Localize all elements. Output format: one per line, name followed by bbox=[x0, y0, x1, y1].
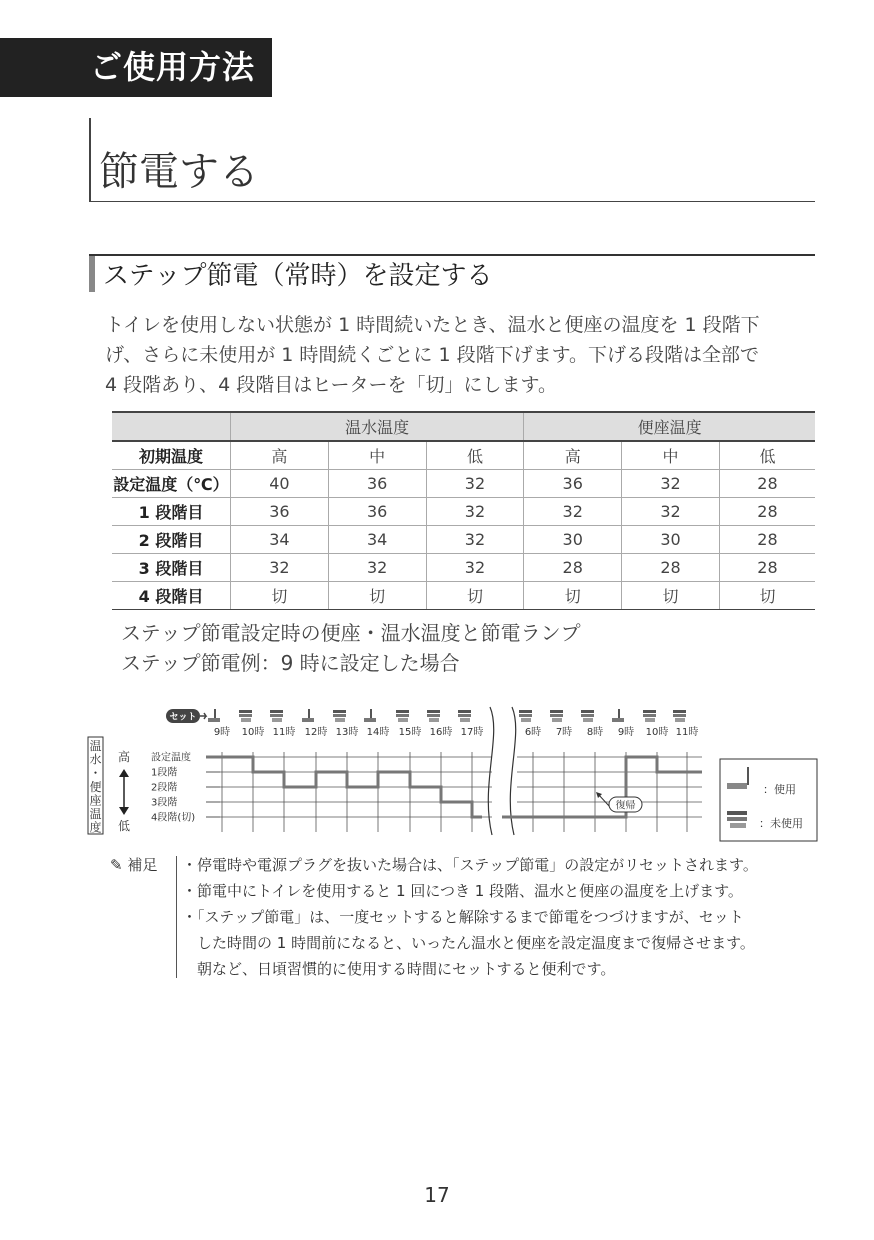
toilet-base bbox=[272, 718, 282, 722]
toilet-lid-closed bbox=[550, 710, 563, 713]
row-label: 3 段階目 bbox=[112, 554, 231, 582]
row-label: 4 段階目 bbox=[112, 582, 231, 610]
row-label: 2 段階目 bbox=[112, 526, 231, 554]
step-chart bbox=[80, 695, 820, 845]
toilet-base bbox=[583, 718, 593, 722]
toilet-base bbox=[675, 718, 685, 722]
toilet-seat bbox=[550, 714, 563, 717]
toilet-base bbox=[552, 718, 562, 722]
ylabel-char: 便 bbox=[89, 779, 102, 794]
toilet-lid-open bbox=[370, 709, 372, 719]
table-cell: 切 bbox=[231, 582, 329, 610]
toilet-seat bbox=[673, 714, 686, 717]
table-cell: 高 bbox=[524, 441, 622, 470]
row-label: 初期温度 bbox=[112, 441, 231, 470]
table-cell: 30 bbox=[524, 526, 622, 554]
toilet-unused-icon bbox=[270, 710, 283, 722]
toilet-used-icon bbox=[612, 709, 624, 722]
title-rule bbox=[89, 201, 815, 202]
toilet-seat bbox=[581, 714, 594, 717]
table-row bbox=[112, 526, 815, 554]
time-tick-label: 11時 bbox=[272, 727, 296, 738]
header-seat-temp: 便座温度 bbox=[524, 412, 815, 441]
section-tab: ご使用方法 bbox=[0, 38, 272, 97]
toilet-unused-icon bbox=[458, 710, 471, 722]
note-line: 朝など、日頃習慣的に使用する時間にセットすると便利です。 bbox=[182, 960, 616, 978]
figure-caption: ステップ節電設定時の便座・温水温度と節電ランプ bbox=[121, 621, 581, 645]
toilet-seat bbox=[727, 783, 747, 789]
legend-used-label: ：使用 bbox=[763, 783, 796, 796]
toilet-seat bbox=[427, 714, 440, 717]
table-cell: 32 bbox=[622, 470, 720, 498]
time-tick-label: 9時 bbox=[213, 727, 231, 738]
toilet-lid-closed bbox=[333, 710, 346, 713]
toilet-lid-closed bbox=[239, 710, 252, 713]
note-line: ・節電中にトイレを使用すると 1 回につき 1 段階、温水と便座の温度を上げます。 bbox=[182, 882, 743, 900]
toilet-lid-open bbox=[747, 767, 749, 785]
time-tick-label: 10時 bbox=[241, 727, 265, 738]
table-cell: 28 bbox=[524, 554, 622, 582]
time-tick-label: 11時 bbox=[675, 727, 699, 738]
table-row bbox=[112, 441, 815, 470]
toilet-lid-closed bbox=[673, 710, 686, 713]
ylabel-char: 座 bbox=[89, 793, 102, 808]
toilet-lid-closed bbox=[727, 811, 747, 815]
table-cell: 中 bbox=[328, 441, 426, 470]
table-cell: 32 bbox=[426, 470, 524, 498]
intro-paragraph bbox=[105, 310, 817, 400]
table-cell: 34 bbox=[231, 526, 329, 554]
toilet-unused-icon bbox=[581, 710, 594, 722]
level-label: 3段階 bbox=[151, 797, 178, 809]
ylabel-char: 温 bbox=[89, 739, 102, 753]
toilet-base bbox=[398, 718, 408, 722]
notes-heading bbox=[110, 854, 157, 875]
toilet-lid-open bbox=[618, 709, 620, 719]
table-cell: 切 bbox=[719, 582, 815, 610]
table-cell: 36 bbox=[524, 470, 622, 498]
table-cell: 30 bbox=[622, 526, 720, 554]
time-tick-label: 7時 bbox=[555, 727, 573, 738]
level-label: 4段階(切) bbox=[151, 812, 196, 824]
figure-example-caption: ステップ節電例：9 時に設定した場合 bbox=[121, 651, 460, 675]
table-cell: 低 bbox=[719, 441, 815, 470]
intro-line: げ、さらに未使用が 1 時間続くごとに 1 段階下げます。下げる段階は全部で bbox=[105, 344, 760, 366]
table-cell: 切 bbox=[426, 582, 524, 610]
y-arrow-down-icon bbox=[119, 807, 129, 815]
intro-line: トイレを使用しない状態が 1 時間続いたとき、温水と便座の温度を 1 段階下 bbox=[105, 314, 760, 336]
time-tick-label: 8時 bbox=[586, 727, 604, 738]
table-row bbox=[112, 498, 815, 526]
toilet-base bbox=[521, 718, 531, 722]
time-tick-label: 12時 bbox=[304, 727, 328, 738]
toilet-seat bbox=[643, 714, 656, 717]
toilet-used-icon bbox=[302, 709, 314, 722]
table-cell: 切 bbox=[622, 582, 720, 610]
table-cell: 28 bbox=[719, 526, 815, 554]
table-cell: 36 bbox=[328, 498, 426, 526]
table-cell: 32 bbox=[231, 554, 329, 582]
toilet-seat bbox=[239, 714, 252, 717]
ylabel-char: 度 bbox=[89, 820, 102, 835]
subsection-rule bbox=[89, 254, 815, 256]
table-row bbox=[112, 554, 815, 582]
toilet-lid-closed bbox=[519, 710, 532, 713]
ylabel-char: ・ bbox=[89, 766, 102, 781]
break-line bbox=[488, 707, 493, 835]
page-number: 17 bbox=[424, 1183, 450, 1207]
table-cell: 32 bbox=[524, 498, 622, 526]
ylabel-char: 温 bbox=[89, 807, 102, 821]
time-tick-label: 10時 bbox=[645, 727, 669, 738]
table-cell: 低 bbox=[426, 441, 524, 470]
y-low-label: 低 bbox=[117, 819, 131, 833]
toilet-seat bbox=[364, 718, 376, 722]
set-badge-label: セット bbox=[169, 712, 197, 723]
toilet-base bbox=[241, 718, 251, 722]
time-tick-label: 9時 bbox=[617, 727, 635, 738]
note-line: ・停電時や電源プラグを抜いた場合は、「ステップ節電」の設定がリセットされます。 bbox=[182, 856, 758, 874]
header-water-temp: 温水温度 bbox=[231, 412, 524, 441]
table-cell: 36 bbox=[328, 470, 426, 498]
table-cell: 32 bbox=[426, 554, 524, 582]
row-label: 設定温度（℃） bbox=[112, 470, 231, 498]
ylabel-char: 水 bbox=[89, 752, 102, 767]
toilet-unused-icon bbox=[643, 710, 656, 722]
toilet-unused-icon bbox=[333, 710, 346, 722]
pencil-icon: ✎ bbox=[110, 856, 123, 874]
table-row bbox=[112, 582, 815, 610]
toilet-seat bbox=[302, 718, 314, 722]
restore-label: 復帰 bbox=[615, 800, 636, 812]
notes-label: 補足 bbox=[127, 856, 158, 874]
toilet-base bbox=[335, 718, 345, 722]
level-label: 設定温度 bbox=[151, 752, 191, 764]
table-cell: 切 bbox=[524, 582, 622, 610]
table-cell: 28 bbox=[622, 554, 720, 582]
y-high-label: 高 bbox=[117, 750, 131, 764]
table-cell: 28 bbox=[719, 470, 815, 498]
time-tick-label: 6時 bbox=[524, 727, 542, 738]
title-rule-vertical bbox=[89, 118, 91, 202]
toilet-base bbox=[645, 718, 655, 722]
y-arrow-up-icon bbox=[119, 769, 129, 777]
toilet-base bbox=[429, 718, 439, 722]
toilet-lid-closed bbox=[458, 710, 471, 713]
toilet-unused-icon bbox=[519, 710, 532, 722]
set-arrow-icon bbox=[200, 713, 206, 719]
toilet-lid-closed bbox=[643, 710, 656, 713]
table-cell: 切 bbox=[328, 582, 426, 610]
table-cell: 28 bbox=[719, 498, 815, 526]
time-tick-label: 17時 bbox=[460, 727, 484, 738]
note-line: した時間の 1 時間前になると、いったん温水と便座を設定温度まで復帰させます。 bbox=[182, 934, 755, 952]
subsection-title: ステップ節電（常時）を設定する bbox=[103, 261, 493, 291]
legend-unused-icon bbox=[727, 811, 747, 828]
toilet-unused-icon bbox=[550, 710, 563, 722]
note-line: ・「ステップ節電」は、一度セットすると解除するまで節電をつづけますが、セット bbox=[182, 908, 744, 926]
table-row bbox=[112, 470, 815, 498]
toilet-used-icon bbox=[364, 709, 376, 722]
row-label: 1 段階目 bbox=[112, 498, 231, 526]
toilet-lid-open bbox=[308, 709, 310, 719]
table-header-row bbox=[112, 412, 815, 441]
time-tick-label: 15時 bbox=[398, 727, 422, 738]
table-cell: 40 bbox=[231, 470, 329, 498]
toilet-lid-closed bbox=[427, 710, 440, 713]
temperature-table bbox=[112, 411, 815, 610]
table-cell: 32 bbox=[426, 526, 524, 554]
page-title: 節電する bbox=[99, 149, 259, 195]
toilet-unused-icon bbox=[239, 710, 252, 722]
notes-rule bbox=[176, 856, 177, 978]
toilet-seat bbox=[519, 714, 532, 717]
toilet-seat bbox=[333, 714, 346, 717]
toilet-lid-open bbox=[214, 709, 216, 719]
table-cell: 32 bbox=[622, 498, 720, 526]
toilet-seat bbox=[396, 714, 409, 717]
table-cell: 36 bbox=[231, 498, 329, 526]
toilet-unused-icon bbox=[396, 710, 409, 722]
toilet-unused-icon bbox=[427, 710, 440, 722]
toilet-lid-closed bbox=[270, 710, 283, 713]
toilet-lid-closed bbox=[396, 710, 409, 713]
toilet-base bbox=[730, 823, 746, 828]
toilet-seat bbox=[458, 714, 471, 717]
toilet-seat bbox=[612, 718, 624, 722]
toilet-base bbox=[460, 718, 470, 722]
table-cell: 中 bbox=[622, 441, 720, 470]
table-cell: 32 bbox=[426, 498, 524, 526]
table-corner bbox=[112, 412, 231, 441]
toilet-seat bbox=[270, 714, 283, 717]
time-tick-label: 13時 bbox=[335, 727, 359, 738]
level-label: 1段階 bbox=[151, 767, 178, 779]
toilet-seat bbox=[208, 718, 220, 722]
intro-line: 4 段階あり、4 段階目はヒーターを「切」にします。 bbox=[105, 374, 557, 396]
table-cell: 34 bbox=[328, 526, 426, 554]
subsection-marker bbox=[89, 256, 95, 292]
time-tick-label: 14時 bbox=[366, 727, 390, 738]
toilet-lid-closed bbox=[581, 710, 594, 713]
toilet-seat bbox=[727, 817, 747, 821]
legend-unused-label: ：未使用 bbox=[759, 817, 803, 830]
table-cell: 28 bbox=[719, 554, 815, 582]
time-tick-label: 16時 bbox=[429, 727, 453, 738]
table-cell: 高 bbox=[231, 441, 329, 470]
table-cell: 32 bbox=[328, 554, 426, 582]
toilet-used-icon bbox=[208, 709, 220, 722]
level-label: 2段階 bbox=[151, 782, 178, 794]
toilet-unused-icon bbox=[673, 710, 686, 722]
